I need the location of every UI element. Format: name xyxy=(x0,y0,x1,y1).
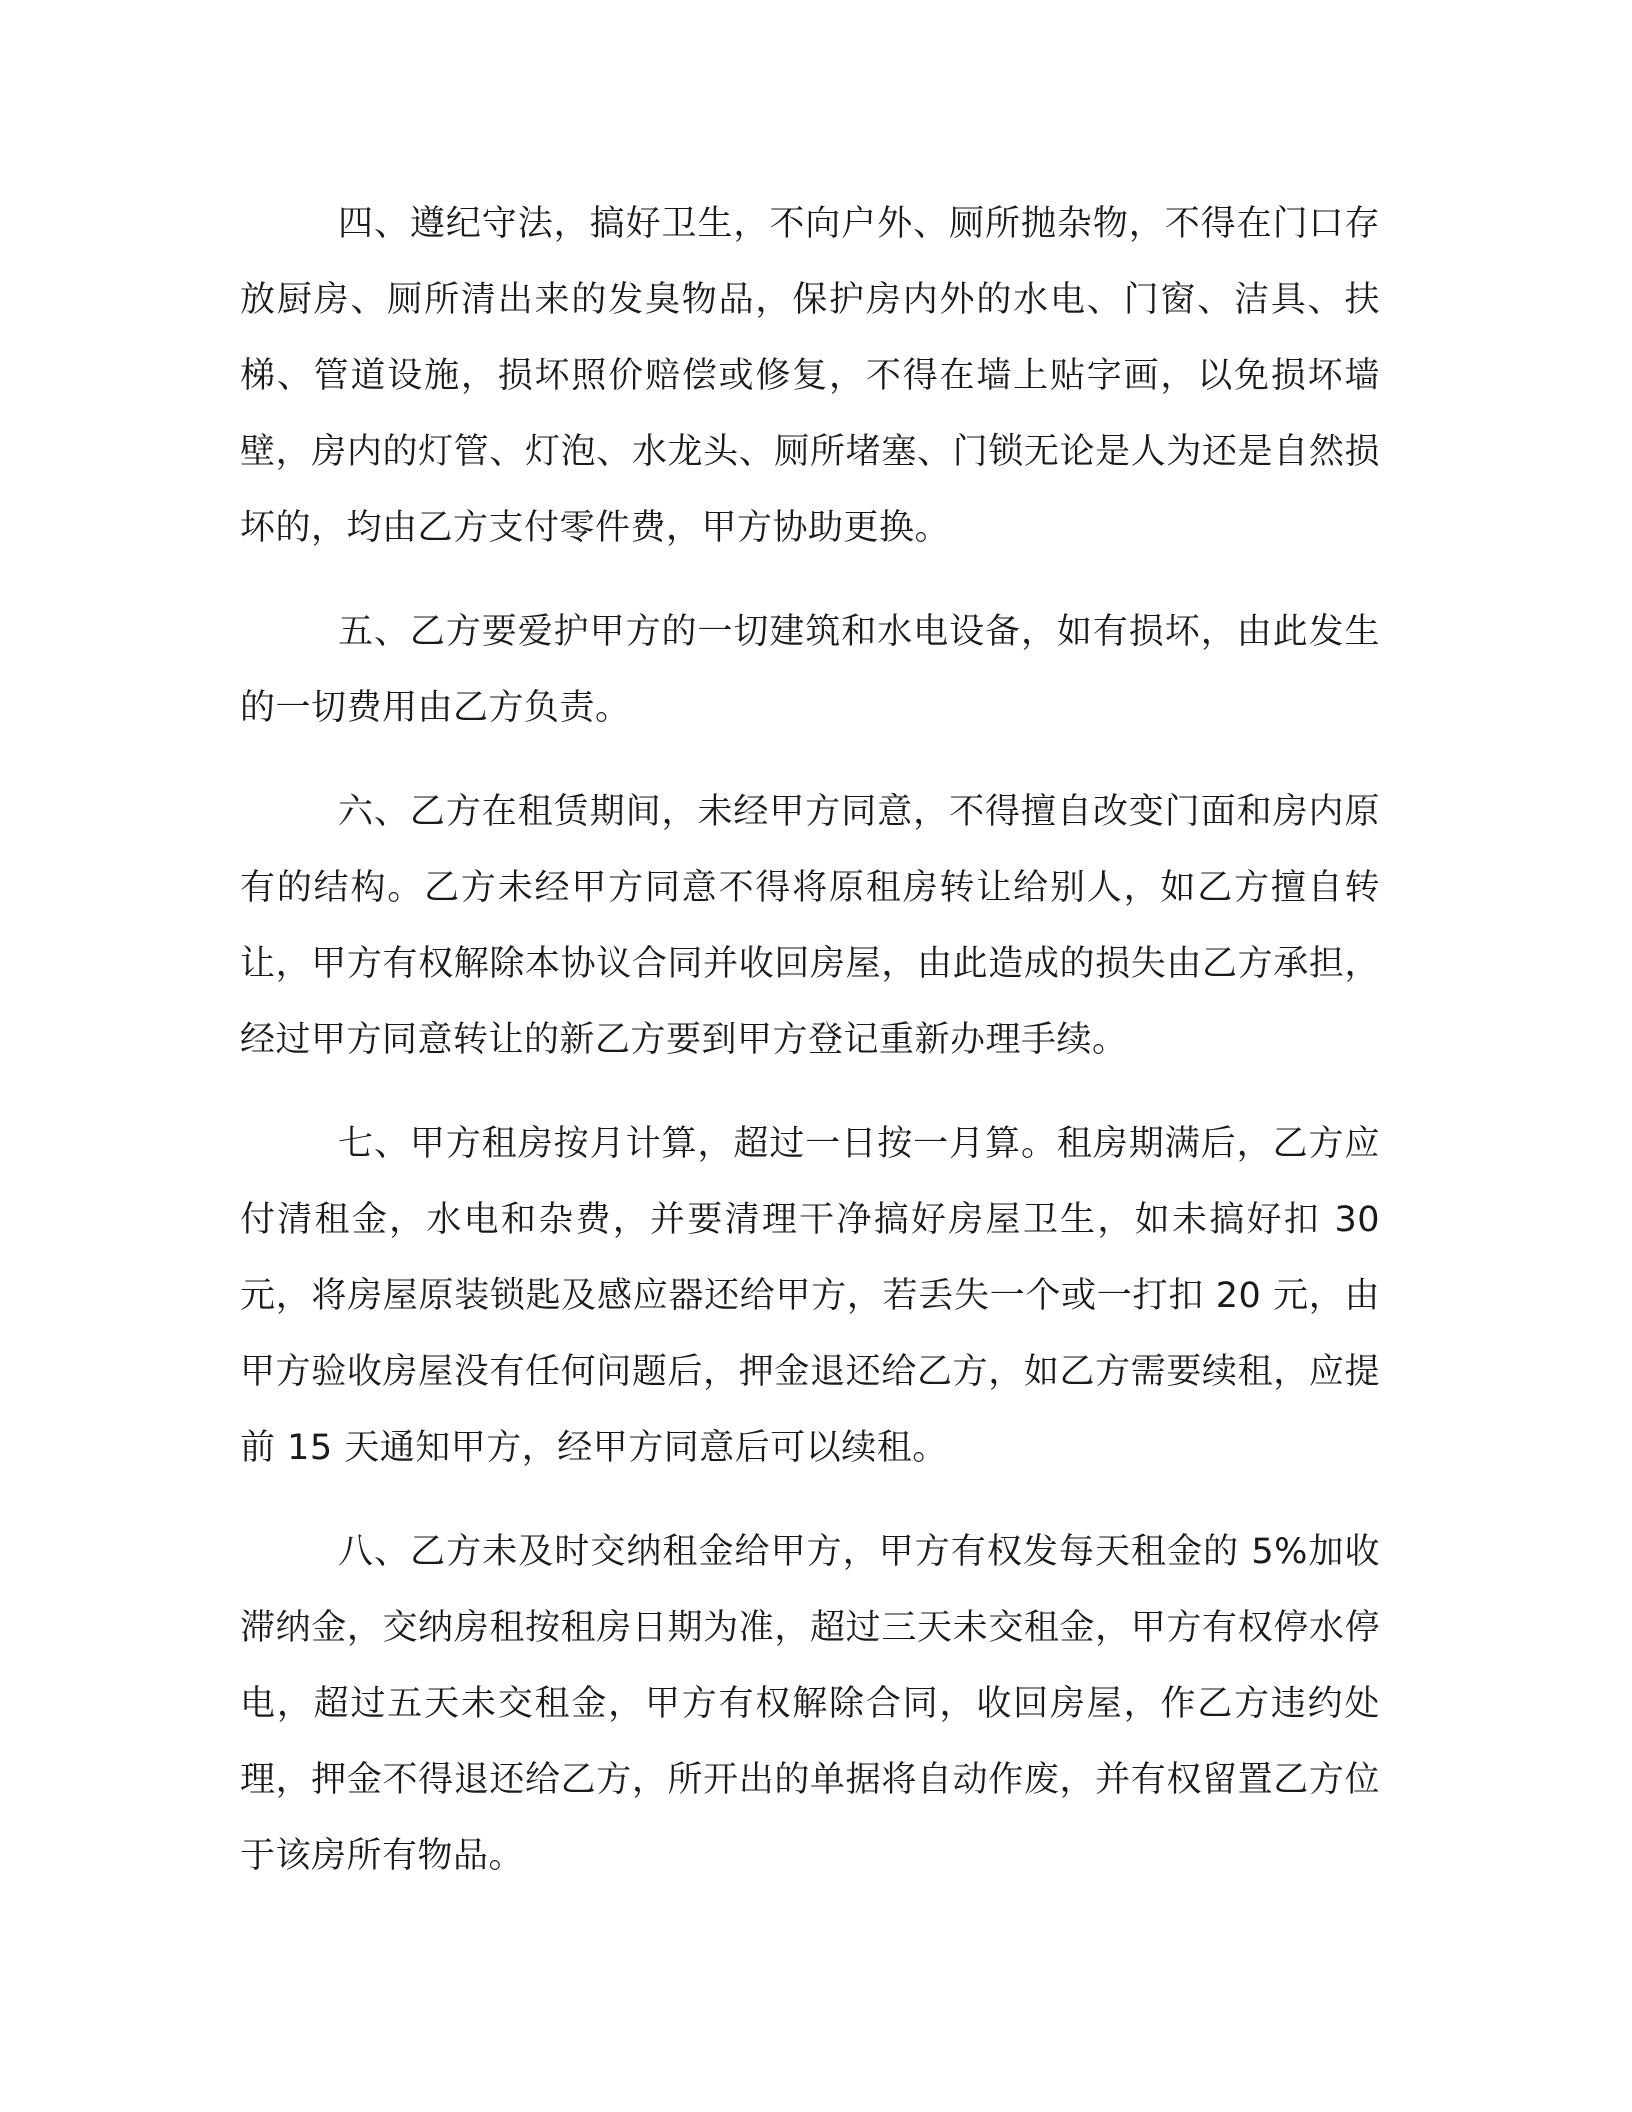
clause-4-paragraph: 四、遵纪守法，搞好卫生，不向户外、厕所抛杂物，不得在门口存放厨房、厕所清出来的发臭物品，保护房内外的水电、门窗、洁具、扶梯、管道设施，损坏照价赔偿或修复，不得在墙上贴字画，以免损坏墙壁，房内的灯管、灯泡、水龙头、厕所堵塞、门锁无论是人为还是自然损坏的，均由乙方支付零件费，甲方协助更换。 xyxy=(240,204,1380,548)
clause-6-paragraph: 六、乙方在租赁期间，未经甲方同意，不得擅自改变门面和房内原有的结构。乙方未经甲方同意不得将原租房转让给别人，如乙方擅自转让，甲方有权解除本协议合同并收回房屋，由此造成的损失由乙方承担，经过甲方同意转让的新乙方要到甲方登记重新办理手续。 xyxy=(240,792,1380,1060)
clause-8-paragraph: 八、乙方未及时交纳租金给甲方，甲方有权发每天租金的 5%加收滞纳金，交纳房租按租房日期为准，超过三天未交租金，甲方有权停水停电，超过五天未交租金，甲方有权解除合同，收回房屋，作乙方违约处理，押金不得退还给乙方，所开出的单据将自动作废，并有权留置乙方位于该房所有物品。 xyxy=(240,1532,1380,1876)
document-body xyxy=(240,186,1380,1922)
clause-7-paragraph: 七、甲方租房按月计算，超过一日按一月算。租房期满后，乙方应付清租金，水电和杂费，并要清理干净搞好房屋卫生，如未搞好扣 30 元，将房屋原装锁匙及感应器还给甲方，若丢失一个或一打扣 20 元，由甲方验收房屋没有任何问题后，押金退还给乙方，如乙方需要续租，应提前 15 天通知甲方，经甲方同意后可以续租。 xyxy=(240,1124,1380,1468)
clause-5-paragraph: 五、乙方要爱护甲方的一切建筑和水电设备，如有损坏，由此发生的一切费用由乙方负责。 xyxy=(240,612,1380,728)
